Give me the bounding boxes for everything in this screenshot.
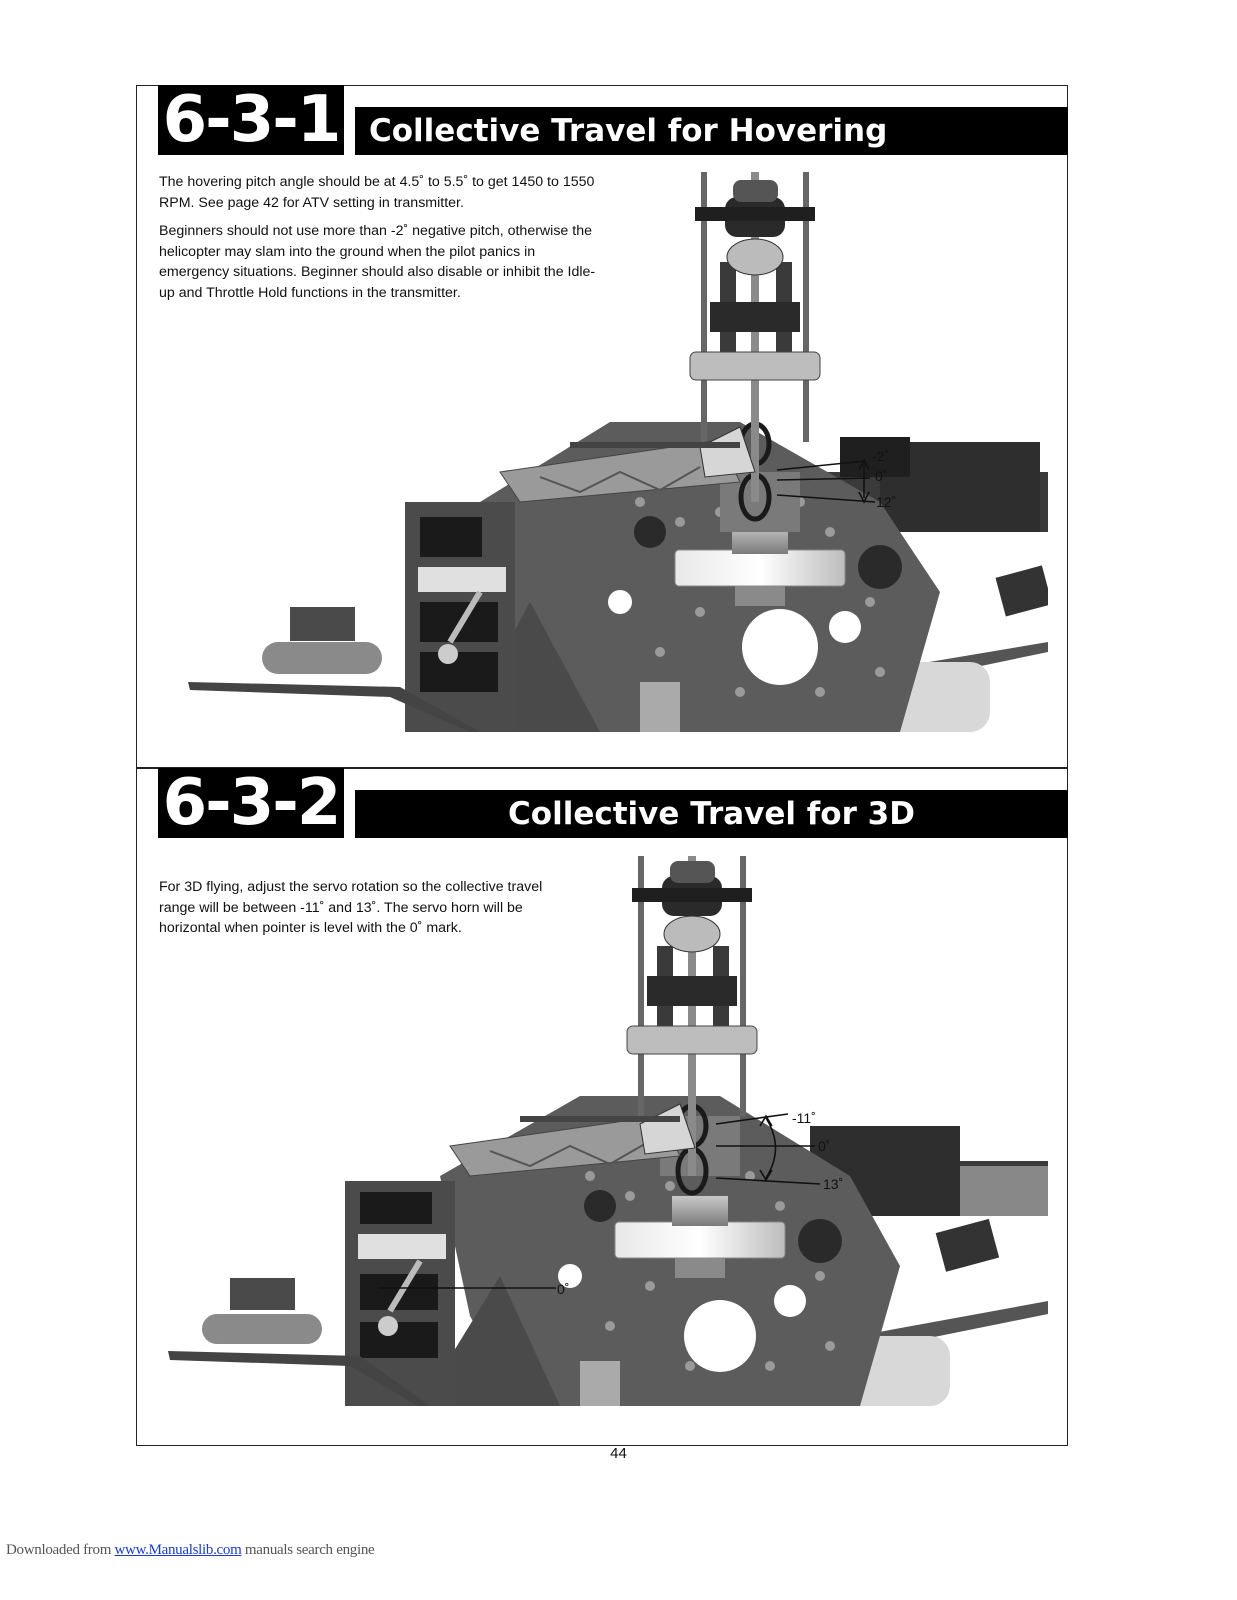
footer-prefix: Downloaded from bbox=[6, 1542, 115, 1558]
body-paragraph: Beginners should not use more than -2˚ negative pitch, otherwise the helicopter may slam into the ground when the pilot panics in emergency situations. Beginner should also disable or inhibit the Idle-up and Throttle Hold functions in the transmitter. bbox=[159, 223, 596, 301]
download-footer bbox=[6, 1542, 374, 1559]
body-paragraph: The hovering pitch angle should be at 4.5˚ to 5.5˚ to get 1450 to 1550 RPM. See page 42 for ATV setting in transmitter. bbox=[159, 174, 595, 211]
angle-label-zero: 0˚ bbox=[818, 1138, 831, 1154]
angle-label-pos: 13˚ bbox=[823, 1176, 844, 1192]
section-number: 6-3-1 bbox=[158, 85, 344, 155]
page-number: 44 bbox=[610, 1445, 627, 1462]
footer-suffix: manuals search engine bbox=[241, 1542, 375, 1558]
body-paragraph: For 3D flying, adjust the servo rotation so the collective travel range will be between -11˚ and 13˚. The servo horn will be horizontal when pointer is level with the 0˚ mark. bbox=[159, 879, 543, 936]
helicopter-head-figure-3d bbox=[160, 856, 1048, 1406]
servo-zero-label: 0˚ bbox=[557, 1281, 570, 1297]
section-number: 6-3-2 bbox=[158, 768, 344, 838]
helicopter-head-figure bbox=[180, 172, 1048, 732]
section-title: Collective Travel for 3D bbox=[355, 790, 1068, 838]
manualslib-link[interactable]: www.Manualslib.com bbox=[114, 1542, 242, 1558]
angle-label-neg: -11˚ bbox=[792, 1110, 816, 1126]
angle-label-zero: 0˚ bbox=[875, 468, 888, 484]
section-title: Collective Travel for Hovering bbox=[355, 107, 1068, 155]
angle-label-pos: 12˚ bbox=[876, 494, 897, 510]
angle-label-neg: -2˚ bbox=[872, 448, 890, 464]
